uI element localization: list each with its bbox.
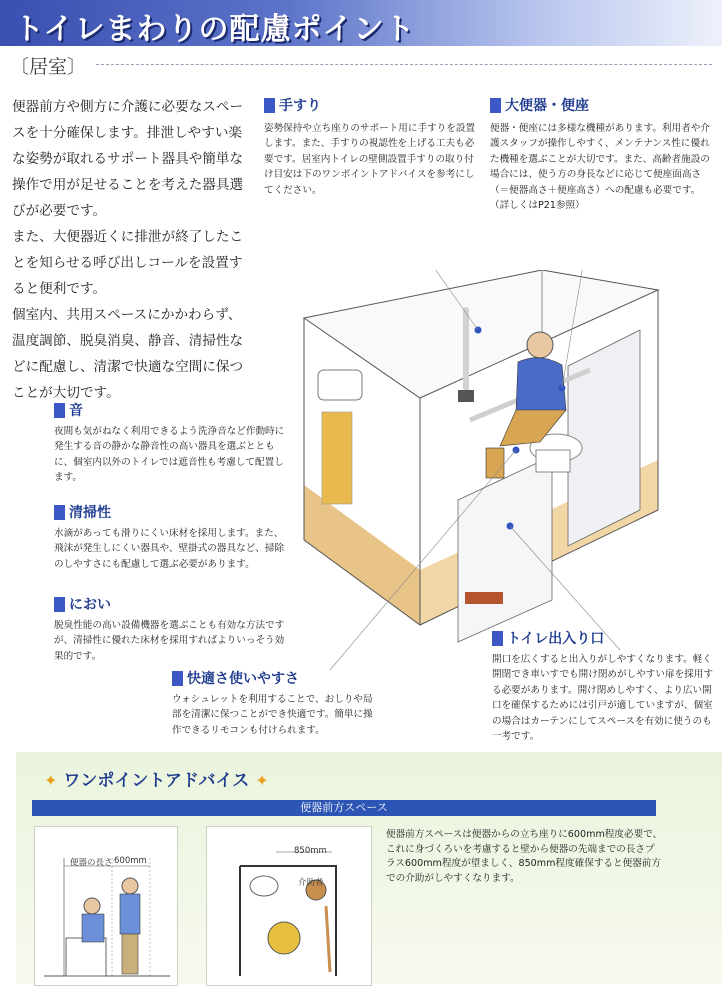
figure-label-caregiver: 介助者 <box>298 878 324 888</box>
section-title: 快適さ使いやすさ <box>187 671 299 687</box>
star-icon: ✦ <box>255 771 269 790</box>
section-smell <box>54 594 286 664</box>
square-bullet-icon <box>54 403 65 418</box>
section-body: 水滴があっても滑りにくい床材を採用します。また、飛沫が発生しにくい器具や、壁掛式の器具など、掃除のしやすさにも配慮して選ぶ必要があります。 <box>54 528 285 570</box>
section-title: におい <box>69 597 111 613</box>
figure-label-850mm: 850mm <box>294 846 327 856</box>
page-title: トイレまわりの配慮ポイント <box>14 12 416 47</box>
intro-text <box>12 94 248 406</box>
square-bullet-icon <box>172 671 183 686</box>
section-body: 夜間も気がねなく利用できるよう洗浄音など作動時に発生する音の静かな静音性の高い器具を選ぶとともに、個室内以外のトイレでは遮音性も考慮して配置します。 <box>54 426 285 484</box>
section-title: 大便器・便座 <box>505 98 589 114</box>
square-bullet-icon <box>54 505 65 520</box>
back-door <box>568 330 640 546</box>
advice-title <box>44 766 269 791</box>
section-body: 便器・便座には多様な機種があります。利用者や介護スタッフが操作しやすく、メンテナンス性に優れた機種を選ぶことが大切です。また、高齢者施設の場合には、使う方の身長などに応じて便座面高さ（＝便器高さ＋便座高さ）への配慮も必要です。（詳しくはP21参照） <box>490 123 710 212</box>
section-title: 音 <box>69 403 83 419</box>
section-title: 手すり <box>279 98 321 114</box>
section-toilet <box>490 95 712 213</box>
advice-bar-label: 便器前方スペース <box>300 801 388 814</box>
square-bullet-icon <box>264 98 275 113</box>
advice-title-text: ワンポイントアドバイス <box>63 771 250 791</box>
section-title: 清掃性 <box>69 505 111 521</box>
star-icon: ✦ <box>44 771 58 790</box>
seated-person-icon <box>84 898 100 914</box>
toilet-icon <box>66 938 106 976</box>
elderly-person-head <box>527 332 553 358</box>
door-vent <box>465 592 503 604</box>
section-label: 〔居室〕 <box>10 56 87 78</box>
section-body: 脱臭性能の高い設備機器を選ぶことも有効な方法ですが、清掃性に優れた床材を採用すればよりいっそう効果的です。 <box>54 620 285 662</box>
wheelchair-user-icon <box>268 922 300 954</box>
advice-text: 便器前方スペースは便器からの立ち座りに600mm程度必要で、これに身づくろいを考慮すると壁から便器の先端までの長さプラス600mm程度が望ましく、850mm程度確保すると便器前方での介助がしやすくなります。 <box>386 829 663 884</box>
section-title: トイレ出入り口 <box>507 631 605 647</box>
square-bullet-icon <box>490 98 501 113</box>
sliding-door <box>458 456 552 642</box>
square-bullet-icon <box>54 597 65 612</box>
section-body: 姿勢保持や立ち座りのサポート用に手すりを設置します。また、手すりの視認性を上げる工夫も必要です。居室内トイレの壁側設置手すりの取り付け目安は下のワンポイントアドバイスを参考にしてください。 <box>264 123 476 196</box>
remote-control <box>458 390 474 402</box>
toilet-base <box>536 450 570 472</box>
toilet-plan-icon <box>250 876 278 896</box>
intro-paragraph-3: 個室内、共用スペースにかかわらず、温度調節、脱臭消臭、静音、清掃性などに配慮し、清潔で快適な空間に保つことが大切です。 <box>12 307 244 401</box>
section-divider <box>96 64 712 65</box>
elderly-person-torso <box>516 358 566 412</box>
section-body: 開口を広くすると出入りがしやすくなります。軽く開閉でき車いすでも開け閉めがしやすい扉を採用する必要があります。開け閉めしやすく、より広い開口を確保するためには引戸が適していますが、個室の場合はカーテンにしてスペースを有効に使うのも一考です。 <box>492 654 713 743</box>
section-sound <box>54 400 286 486</box>
section-handrail <box>264 95 476 198</box>
floor-edge <box>304 485 420 625</box>
section-cleaning <box>54 502 286 572</box>
toilet-room-illustration <box>290 270 690 690</box>
figure-label-600mm: 600mm <box>114 856 147 866</box>
towel <box>322 412 352 504</box>
wash-basin <box>318 370 362 400</box>
plan-view-drawing <box>206 826 370 984</box>
standing-person-icon <box>122 878 138 894</box>
intro-paragraph-1: 便器前方や側方に介護に必要なスペースを十分確保します。排泄しやすい楽な姿勢が取れるサポート器具や簡単な操作で用が足せることを考えた器具選びが必要です。 <box>12 99 244 219</box>
figure-label-toilet-length: 便器の長さ <box>70 858 113 868</box>
intro-paragraph-2: また、大便器近くに排泄が終了したことを知らせる呼び出しコールを設置すると便利です。 <box>12 229 244 297</box>
section-body: ウォシュレットを利用することで、おしりや局部を清潔に保つことができ快適です。簡単に操作できるリモコンも付けられます。 <box>172 694 373 736</box>
side-view-drawing <box>34 826 176 984</box>
